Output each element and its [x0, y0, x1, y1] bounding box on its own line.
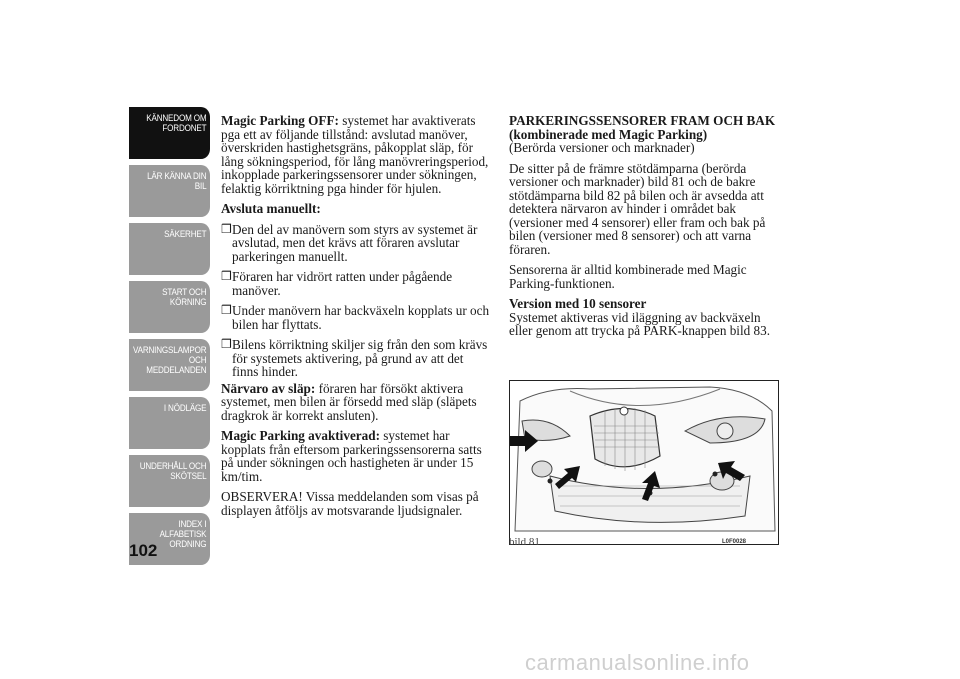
paragraph-sensors: De sitter på de främre stötdämparna (berörda versioner och marknader) bild 81 och de bakre stötdämparna bild 82 på bilen och är avsedda att detektera närvaron av hinder i området bak (versioner med 4 sensorer) eller fram och bak på bilen (versioner med 8 sensorer) och att varna föraren. — [509, 160, 766, 257]
chapter-sidebar — [129, 107, 210, 571]
left-column — [221, 114, 493, 524]
checkbox-bullet-icon: ❒ — [221, 303, 232, 317]
paragraph-magic-parking: Sensorerna är alltid kombinerade med Magic Parking-funktionen. — [509, 262, 747, 291]
term-magic-parking-off: Magic Parking OFF: — [221, 113, 339, 128]
list-item — [221, 223, 493, 264]
figure-front-bumper-sensors — [509, 380, 779, 545]
text-narvaro-av-slap: föraren har försökt aktivera systemet, men bilen är försedd med släp (släpets dragkrok är korrekt ansluten). — [221, 380, 477, 423]
list-item-text: Föraren har vidrört ratten under pågående manöver. — [232, 269, 453, 298]
paragraph-narvaro-av-slap — [221, 382, 493, 423]
term-narvaro-av-slap: Närvaro av släp: — [221, 380, 316, 396]
right-column — [509, 114, 779, 345]
text-magic-parking-avaktiverad: systemet har kopplats från eftersom parkeringssensorerna satts på under sökningen och hastigheten är under 15 km/tim. — [221, 428, 482, 484]
list-item — [221, 270, 493, 297]
section-heading-sub: (kombinerade med Magic Parking) — [509, 126, 708, 142]
figure-code: L0F0028 — [722, 539, 747, 545]
tab-index[interactable]: INDEX I ALFABETISK ORDNING — [129, 513, 210, 565]
section-heading: PARKERINGSSENSORER FRAM OCH BAK — [509, 113, 776, 128]
page-number: 102 — [129, 541, 158, 560]
paragraph-magic-parking-off — [221, 114, 493, 195]
list-item — [221, 304, 493, 331]
checkbox-bullet-icon: ❒ — [221, 337, 232, 351]
text-magic-parking-off: systemet har avaktiverats pga ett av följande tillstånd: avslutad manöver, överskriden hastighetsgräns, påkopplat släp, för lång sökningsperiod, för lång manövreringsperiod, inkopplade parkeringssensorer under sökningen, felaktig körriktning pga hinder för hjulen. — [221, 113, 489, 196]
checkbox-bullet-icon: ❒ — [221, 221, 232, 236]
paragraph-magic-parking-avaktiverad — [221, 429, 493, 483]
tab-kannedom-om-fordonet[interactable]: KÄNNEDOM OM FORDONET — [129, 107, 210, 159]
tab-underhall-och-skotsel[interactable]: UNDERHÅLL OCH SKÖTSEL — [129, 455, 210, 507]
paragraph-activation: Systemet aktiveras vid iläggning av backväxeln eller genom att trycka på PARK-knappen bild 83. — [509, 309, 771, 338]
heading-version-10-sensorer: Version med 10 sensorer — [509, 296, 647, 311]
list-item — [221, 338, 493, 379]
term-magic-parking-avaktiverad: Magic Parking avaktiverad: — [221, 428, 380, 443]
tab-lar-kanna-din-bil[interactable]: LÄR KÄNNA DIN BIL — [129, 165, 210, 217]
tab-start-och-korning[interactable]: START OCH KÖRNING — [129, 281, 210, 333]
checkbox-bullet-icon: ❒ — [221, 269, 232, 283]
tab-i-nodlage[interactable]: I NÖDLÄGE — [129, 397, 210, 449]
list-item-text: Under manövern har backväxeln kopplats ur och bilen har flyttats. — [232, 303, 490, 332]
tab-varningslampor[interactable]: VARNINGSLAMPOR OCH MEDDELANDEN — [129, 339, 210, 391]
car-front-illustration — [510, 381, 779, 545]
list-item-text: Bilens körriktning skiljer sig från den som krävs för systemets aktivering, på grund av att det finns hinder. — [232, 337, 488, 379]
tab-sakerhet[interactable]: SÄKERHET — [129, 223, 210, 275]
heading-avsluta-manuellt: Avsluta manuellt: — [221, 201, 321, 216]
watermark: carmanualsonline.info — [525, 650, 750, 675]
section-applicability: (Berörda versioner och marknader) — [509, 140, 695, 155]
figure-caption: bild 81 — [509, 536, 540, 548]
list-item-text: Den del av manövern som styrs av systemet är avslutad, men det krävs att föraren avslutar parkeringen manuellt. — [232, 221, 478, 264]
note-observera: OBSERVERA! Vissa meddelanden som visas på displayen åtföljs av motsvarande ljudsignaler. — [221, 489, 479, 518]
